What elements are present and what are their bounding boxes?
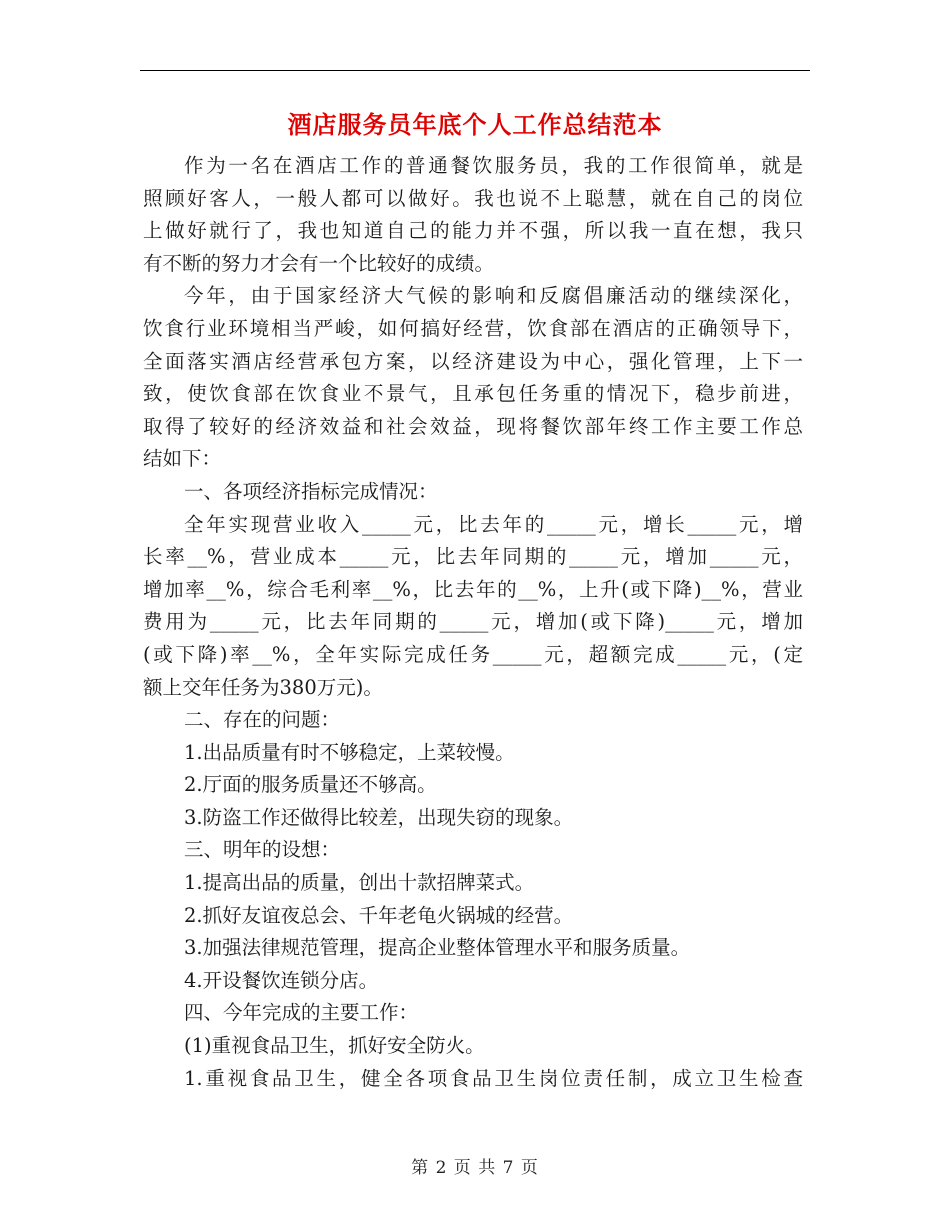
body-text-line: 3.加强法律规范管理，提高企业整体管理水平和服务质量。 bbox=[184, 936, 691, 960]
body-text-line: 照顾好客人，一般人都可以做好。我也说不上聪慧，就在自己的岗位 bbox=[143, 186, 803, 210]
body-text-line: 4.开设餐饮连锁分店。 bbox=[184, 968, 379, 992]
body-text-line: 全年实现营业收入_____元，比去年的_____元，增长_____元，增 bbox=[184, 512, 803, 536]
body-text-line: 今年，由于国家经济大气候的影响和反腐倡廉活动的继续深化， bbox=[184, 284, 803, 308]
body-text-line: 致，使饮食部在饮食业不景气，且承包任务重的情况下，稳步前进， bbox=[143, 382, 803, 406]
body-text-line: 1.重视食品卫生，健全各项食品卫生岗位责任制，成立卫生检查 bbox=[184, 1066, 803, 1090]
body-text-line: 增加率__%，综合毛利率__%，比去年的__%，上升(或下降)__%，营业 bbox=[143, 577, 803, 601]
body-text-line: (1)重视食品卫生，抓好安全防火。 bbox=[184, 1034, 485, 1058]
body-text-line: 取得了较好的经济效益和社会效益，现将餐饮部年终工作主要工作总 bbox=[143, 414, 803, 438]
document-title: 酒店服务员年底个人工作总结范本 bbox=[287, 110, 663, 139]
body-text-line: 有不断的努力才会有一个比较好的成绩。 bbox=[143, 251, 495, 275]
body-text-line: 长率__%，营业成本_____元，比去年同期的_____元，增加_____元， bbox=[143, 545, 803, 569]
body-text-line: 2.厅面的服务质量还不够高。 bbox=[184, 773, 437, 797]
body-text-line: 四、今年完成的主要工作： bbox=[184, 1001, 419, 1025]
body-text-line: 3.防盗工作还做得比较差，出现失窃的现象。 bbox=[184, 805, 574, 829]
document-body bbox=[143, 150, 803, 1095]
body-text-line: 饮食行业环境相当严峻，如何搞好经营，饮食部在酒店的正确领导下， bbox=[143, 316, 803, 340]
body-text-line: 1.提高出品的质量，创出十款招牌菜式。 bbox=[184, 871, 535, 895]
body-text-line: 费用为_____元，比去年同期的_____元，增加(或下降)_____元，增加 bbox=[143, 610, 803, 634]
body-text-line: 1.出品质量有时不够稳定，上菜较慢。 bbox=[184, 740, 515, 764]
body-text-line: (或下降)率__%，全年实际完成任务_____元，超额完成_____元，(定 bbox=[143, 642, 803, 666]
body-text-line: 上做好就行了，我也知道自己的能力并不强，所以我一直在想，我只 bbox=[143, 219, 803, 243]
body-text-line: 结如下： bbox=[143, 447, 222, 471]
header-rule bbox=[140, 70, 810, 71]
body-text-line: 全面落实酒店经营承包方案，以经济建设为中心，强化管理，上下一 bbox=[143, 349, 803, 373]
body-text-line: 一、各项经济指标完成情况： bbox=[184, 479, 438, 503]
body-text-line: 额上交年任务为380万元)。 bbox=[143, 675, 383, 699]
body-text-line: 2.抓好友谊夜总会、千年老龟火锅城的经营。 bbox=[184, 903, 574, 927]
body-text-line: 作为一名在酒店工作的普通餐饮服务员，我的工作很简单，就是 bbox=[184, 154, 803, 177]
page-footer: 第 2 页 共 7 页 bbox=[411, 1158, 539, 1178]
body-text-line: 二、存在的问题： bbox=[184, 708, 341, 732]
body-text-line: 三、明年的设想： bbox=[184, 838, 341, 862]
